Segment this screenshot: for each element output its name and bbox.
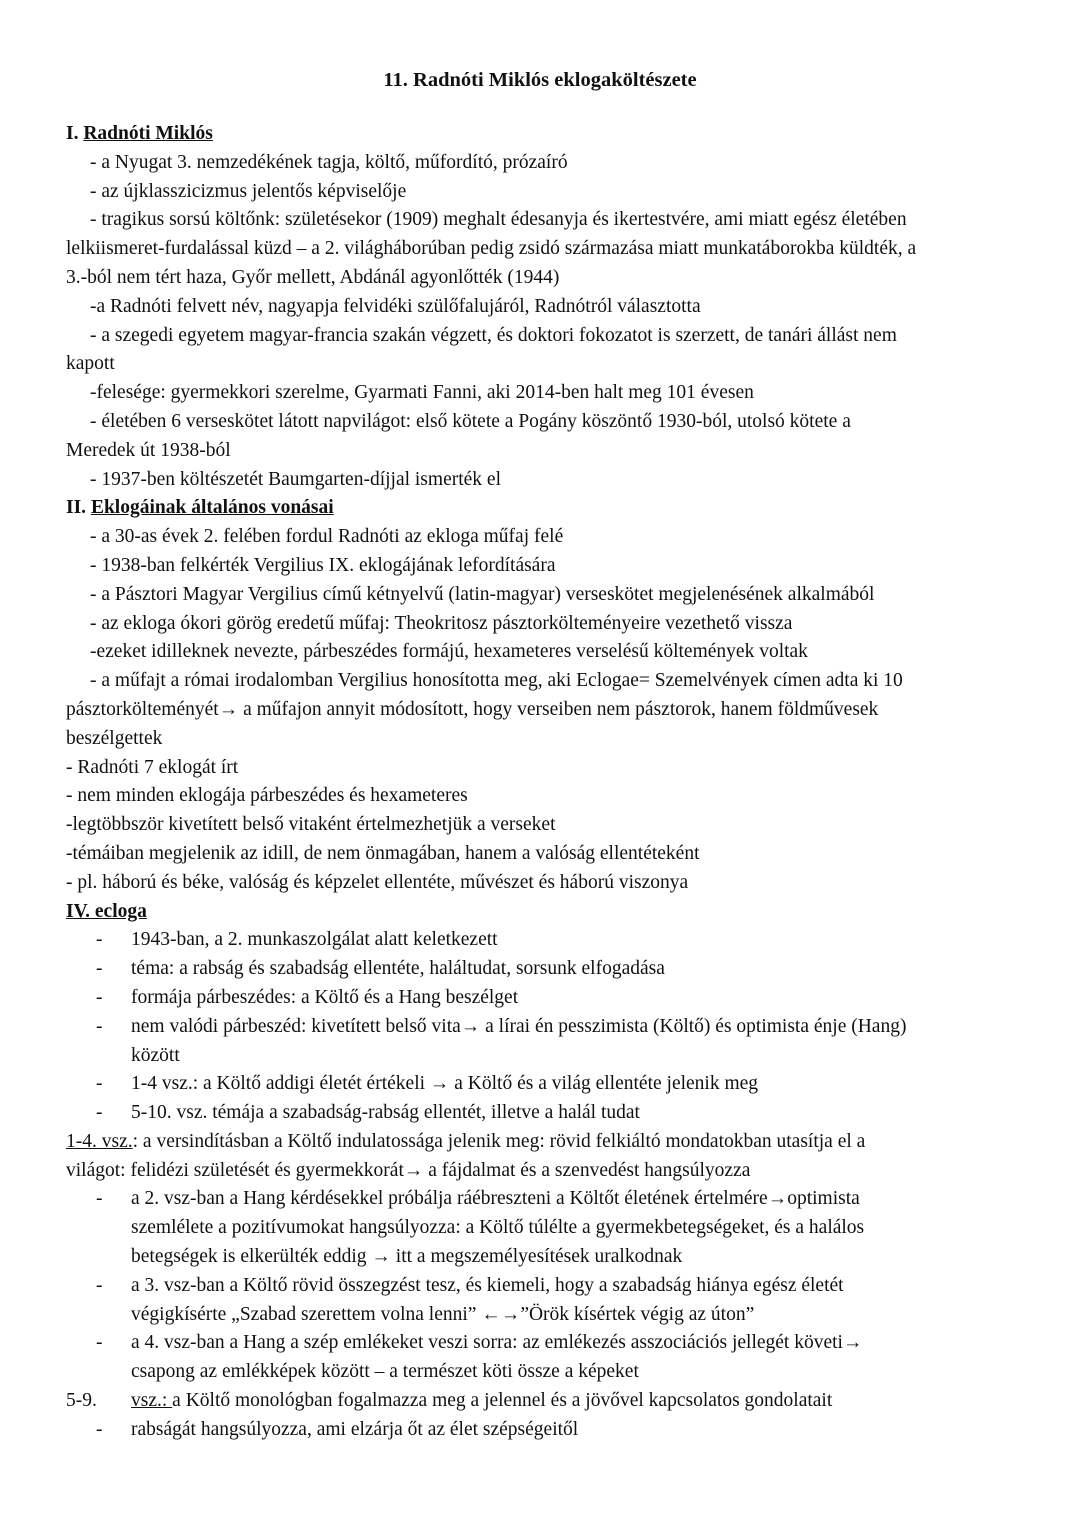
- list-item: - a 2. vsz-ban a Hang kérdésekkel próbálja ráébreszteni a Költőt életének értelmére→optimista: [96, 1188, 860, 1210]
- text-line: -témáiban megjelenik az idill, de nem önmagában, hanem a valóság ellentéteként: [66, 842, 700, 864]
- list-item: - nem valódi párbeszéd: kivetített belső vita→ a lírai én pesszimista (Költő) és optimista énje (Hang): [96, 1015, 907, 1037]
- section-heading-3: [66, 898, 1026, 927]
- text-line: beszélgettek: [66, 727, 163, 749]
- text-line: - életében 6 verseskötet látott napvilágot: első kötete a Pogány köszöntő 1930-ból, utolsó kötete a: [90, 410, 851, 432]
- list-item: - 5-10. vsz. témája a szabadság-rabság ellentét, illetve a halál tudat: [96, 1102, 640, 1124]
- paragraph-label: vsz.:: [131, 1390, 173, 1412]
- paragraph-label: 1-4. vsz.: [66, 1130, 133, 1152]
- text-line: - a Nyugat 3. nemzedékének tagja, költő, műfordító, prózaíró: [90, 151, 568, 173]
- section-heading-2: [66, 494, 1026, 523]
- list-item: - rabságát hangsúlyozza, ami elzárja őt az élet szépségeitől: [96, 1418, 579, 1440]
- list-item: - 1-4 vsz.: a Költő addigi életét értékeli → a Költő és a világ ellentéte jelenik meg: [96, 1073, 759, 1095]
- page-title: 11. Radnóti Miklós eklogaköltészete: [383, 69, 697, 91]
- section-number: II.: [66, 497, 91, 519]
- text-line: - a Pásztori Magyar Vergilius című kétnyelvű (latin-magyar) verseskötet megjelenésének alkalmából: [90, 583, 875, 605]
- text-line: - 1938-ban felkérték Vergilius IX. eklogájának lefordítására: [90, 554, 556, 576]
- text-line: - Radnóti 7 eklogát írt: [66, 756, 239, 778]
- text-line: Meredek út 1938-ból: [66, 439, 231, 461]
- text-line: -legtöbbször kivetített belső vitaként értelmezhetjük a verseket: [66, 814, 556, 836]
- text-line: lelkiismeret-furdalással küzd – a 2. világháborúban pedig zsidó származása miatt munkatáborokba küldték, a: [66, 238, 917, 260]
- section-title: Radnóti Miklós: [83, 123, 213, 144]
- section-number: I.: [66, 123, 84, 144]
- text-line: -a Radnóti felvett név, nagyapja felvidéki szülőfalujáról, Radnótról választotta: [90, 295, 701, 317]
- list-item-continuation: csapong az emlékképek között – a természet köti össze a képeket: [131, 1361, 639, 1383]
- list-item: - 1943-ban, a 2. munkaszolgálat alatt keletkezett: [96, 929, 498, 951]
- list-item-continuation: betegségek is elkerülték eddig → itt a megszemélyesítések uralkodnak: [131, 1246, 683, 1268]
- text-line: - pl. háború és béke, valóság és képzelet ellentéte, művészet és háború viszonya: [66, 871, 689, 893]
- text-line: -felesége: gyermekkori szerelme, Gyarmati Fanni, aki 2014-ben halt meg 101 évesen: [90, 382, 754, 404]
- text-line: - a műfajt a római irodalomban Vergilius honosította meg, aki Eclogae= Szemelvények címen adta ki 10: [90, 670, 903, 692]
- text-line: - 1937-ben költészetét Baumgarten-díjjal ismerték el: [90, 468, 501, 490]
- section-title: Eklogáinak általános vonásai: [90, 497, 334, 519]
- paragraph-line: világot: felidézi születését és gyermekkorát→ a fájdalmat és a szenvedést hangsúlyozza: [66, 1159, 751, 1181]
- paragraph-line: 5-9. vsz.: a Költő monológban fogalmazza meg a jelennel és a jövővel kapcsolatos gondolatait: [66, 1387, 1026, 1416]
- paragraph-line: 1-4. vsz.: a versindításban a Költő indulatossága jelenik meg: rövid felkiáltó mondatokban utasítja el a: [66, 1130, 866, 1152]
- text-line: - a szegedi egyetem magyar-francia szakán végzett, és doktori fokozatot is szerzett, de tanári állást nem: [90, 324, 897, 346]
- text-line: -ezeket idilleknek nevezte, párbeszédes formájú, hexameteres verselésű költemények voltak: [90, 641, 808, 663]
- section-heading-1: [66, 120, 1026, 149]
- text-line: - az ekloga ókori görög eredetű műfaj: Theokritosz pásztorkölteményeire vezethető vissza: [90, 612, 793, 634]
- text-line: - nem minden eklogája párbeszédes és hexameteres: [66, 785, 468, 807]
- list-item: - formája párbeszédes: a Költő és a Hang beszélget: [96, 986, 519, 1008]
- list-item: - téma: a rabság és szabadság ellentéte, haláltudat, sorsunk elfogadása: [96, 958, 665, 980]
- list-item: - a 4. vsz-ban a Hang a szép emlékeket veszi sorra: az emlékezés asszociációs jellegét követi→: [96, 1332, 863, 1354]
- text-line: pásztorkölteményét→ a műfajon annyit módosított, hogy verseiben nem pásztorok, hanem földművesek: [66, 698, 879, 720]
- text-line: 3.-ból nem tért haza, Győr mellett, Abdánál agyonlőtték (1944): [66, 266, 560, 288]
- list-item-continuation: között: [131, 1044, 180, 1066]
- list-item: - a 3. vsz-ban a Költő rövid összegzést tesz, és kiemeli, hogy a szabadság hiánya egész életét: [96, 1274, 844, 1296]
- section-title: IV. ecloga: [66, 900, 147, 922]
- list-item-continuation: végigkísérte „Szabad szerettem volna lenni” ←→”Örök kísértek végig az úton”: [131, 1303, 755, 1325]
- paragraph-number: 5-9.: [66, 1390, 97, 1412]
- list-item-continuation: szemlélete a pozitívumokat hangsúlyozza: a Költő túlélte a gyermekbetegségeket, és a halálos: [131, 1217, 865, 1239]
- text-line: kapott: [66, 353, 115, 375]
- text-line: - az újklasszicizmus jelentős képviselője: [90, 180, 407, 202]
- document-body: [66, 120, 1026, 1445]
- text-line: - tragikus sorsú költőnk: születésekor (1909) meghalt édesanyja és ikertestvére, ami miatt egész életében: [90, 209, 907, 231]
- text-line: - a 30-as évek 2. felében fordul Radnóti az ekloga műfaj felé: [90, 526, 564, 548]
